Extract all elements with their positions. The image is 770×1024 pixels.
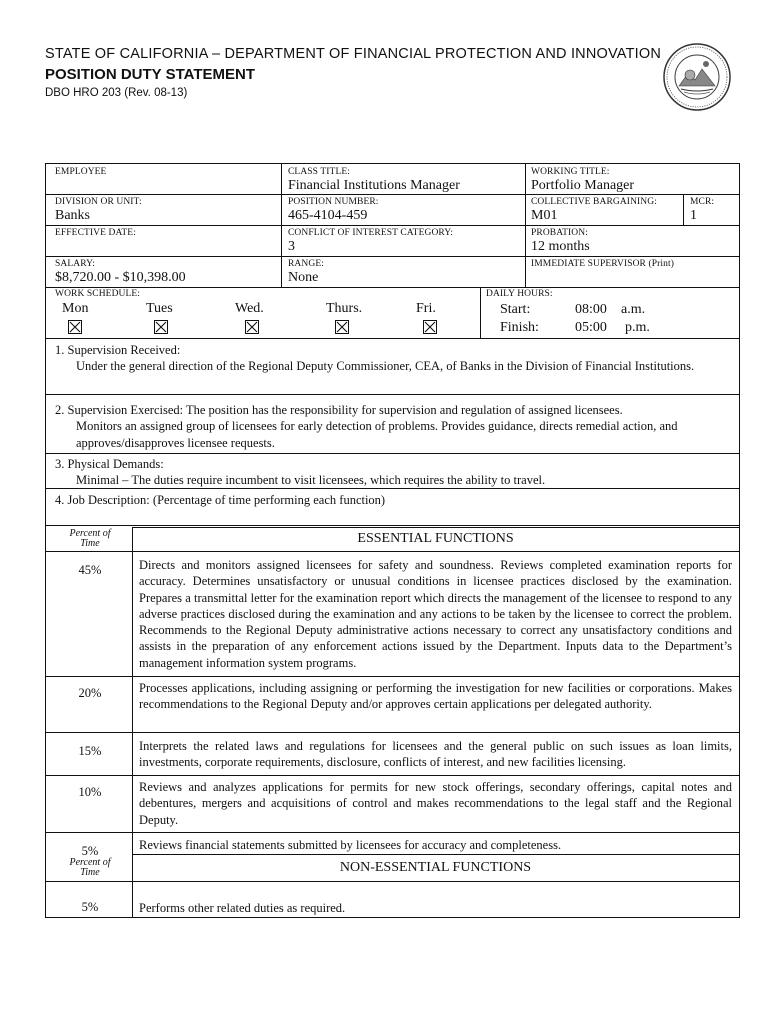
item-title: 2. Supervision Exercised: The position has the responsibility for supervision and regulation of assigned licensees. xyxy=(55,403,623,417)
essential-percent: 5% xyxy=(81,844,99,858)
item-title: 1. Supervision Received: xyxy=(55,343,181,357)
range-field[interactable]: None xyxy=(288,270,319,285)
day-label-wed: Wed. xyxy=(235,301,264,316)
checkbox-thurs[interactable] xyxy=(335,320,349,334)
essential-functions-title: ESSENTIAL FUNCTIONS xyxy=(357,531,514,546)
item-supervision-exercised xyxy=(55,402,715,451)
essential-description: Processes applications, including assigning or performing the investigation for new facilities or corporations. Makes recommendations to the Regional Deputy and/or approves certain applications per delegated authority. xyxy=(139,681,732,712)
item-supervision-received xyxy=(55,342,715,375)
essential-percent: 10% xyxy=(78,785,102,799)
class-title-field[interactable]: Financial Institutions Manager xyxy=(288,178,460,193)
collective-bargaining-field[interactable]: M01 xyxy=(531,208,558,223)
checkbox-tues[interactable] xyxy=(154,320,168,334)
essential-percent: 20% xyxy=(78,686,102,700)
start-time-field[interactable]: 08:00 xyxy=(575,302,607,317)
essential-description: Reviews and analyzes applications for permits for new stock offerings, secondary offerings, capital notes and debentures, mergers and acquisitions of control and makes recommendations to the legal staff and the Regional Deputy. xyxy=(139,780,732,827)
percent-time-header: Percent of Time xyxy=(69,857,111,878)
item-text: Monitors an assigned group of licensees for early detection of problems. Provides guidance, directs remedial action, and approves/disapproves licensee requests. xyxy=(76,419,678,450)
item-text: Under the general direction of the Regional Deputy Commissioner, CEA, of Banks in the Division of Financial Institutions. xyxy=(76,359,695,374)
probation-label: PROBATION: xyxy=(531,228,588,238)
position-number-label: POSITION NUMBER: xyxy=(288,197,379,207)
item-title: 4. Job Description: (Percentage of time performing each function) xyxy=(55,493,386,507)
division-label: DIVISION OR UNIT: xyxy=(55,197,142,207)
class-title-label: CLASS TITLE: xyxy=(288,167,350,177)
salary-field[interactable]: $8,720.00 - $10,398.00 xyxy=(55,270,186,285)
position-number-field[interactable]: 465-4104-459 xyxy=(288,208,368,223)
day-label-tues: Tues xyxy=(146,301,173,316)
agency-heading: STATE OF CALIFORNIA – DEPARTMENT OF FINANCIAL PROTECTION AND INNOVATION xyxy=(45,46,662,62)
probation-field[interactable]: 12 months xyxy=(531,239,590,254)
day-label-mon: Mon xyxy=(62,301,89,316)
start-label: Start: xyxy=(500,302,531,317)
essential-description: Interprets the related laws and regulations for licensees and the general public on such issues as loan limits, investments, corporate requirements, disclosure, conflicts of interest, and new facilities licensing. xyxy=(139,739,732,770)
division-field[interactable]: Banks xyxy=(55,208,90,223)
non-essential-percent: 5% xyxy=(81,900,99,914)
daily-hours-label: DAILY HOURS: xyxy=(486,289,553,299)
percent-time-header: Percent of Time xyxy=(69,528,111,549)
conflict-category-label: CONFLICT OF INTEREST CATEGORY: xyxy=(288,228,454,238)
working-title-field[interactable]: Portfolio Manager xyxy=(531,178,635,193)
conflict-category-field[interactable]: 3 xyxy=(288,239,295,254)
mcr-field[interactable]: 1 xyxy=(690,208,697,223)
non-essential-description: Performs other related duties as required. xyxy=(139,901,346,915)
employee-label: EMPLOYEE xyxy=(55,167,107,177)
finish-time-field[interactable]: 05:00 xyxy=(575,320,607,335)
collective-bargaining-label: COLLECTIVE BARGAINING: xyxy=(531,197,657,207)
range-label: RANGE: xyxy=(288,259,324,269)
start-ampm: a.m. xyxy=(621,302,646,317)
state-seal-icon xyxy=(662,42,732,112)
immediate-supervisor-label: IMMEDIATE SUPERVISOR (Print) xyxy=(531,259,674,269)
finish-label: Finish: xyxy=(500,320,539,335)
day-label-fri: Fri. xyxy=(416,301,436,316)
mcr-label: MCR: xyxy=(690,197,715,207)
item-job-description xyxy=(55,492,385,508)
non-essential-functions-title: NON-ESSENTIAL FUNCTIONS xyxy=(339,860,532,875)
page-title: POSITION DUTY STATEMENT xyxy=(45,66,256,83)
item-physical-demands xyxy=(55,456,715,489)
form-number: DBO HRO 203 (Rev. 08-13) xyxy=(45,87,188,99)
checkbox-wed[interactable] xyxy=(245,320,259,334)
checkbox-fri[interactable] xyxy=(423,320,437,334)
working-title-label: WORKING TITLE: xyxy=(531,167,610,177)
essential-percent: 45% xyxy=(78,563,102,577)
effective-date-label: EFFECTIVE DATE: xyxy=(55,228,136,238)
salary-label: SALARY: xyxy=(55,259,95,269)
day-label-thurs: Thurs. xyxy=(326,301,363,316)
checkbox-mon[interactable] xyxy=(68,320,82,334)
item-text: Minimal – The duties require incumbent to visit licensees, which requires the ability to travel. xyxy=(76,473,546,488)
essential-percent: 15% xyxy=(78,744,102,758)
item-title: 3. Physical Demands: xyxy=(55,457,164,471)
essential-description: Reviews financial statements submitted by licensees for accuracy and completeness. xyxy=(139,838,562,852)
essential-description: Directs and monitors assigned licensees for safety and soundness. Reviews completed examination reports for accuracy. Determines unsatisfactory or unusual conditions in licensee practices disclosed by the examination. Prepares a transmittal letter for the examination report which directs the management of the licensee to respond to any adverse practices disclosed during the examination and any actions to be taken by the licensee to correct the problem. Recommends to the Regional Deputy administrative actions necessary to correct any unsatisfactory conditions and assists in the preparation of any enforcement actions issued by the Department. Inputs data to the Department’s management information system programs. xyxy=(139,558,732,670)
work-schedule-label: WORK SCHEDULE: xyxy=(55,289,141,299)
finish-ampm: p.m. xyxy=(625,320,650,335)
